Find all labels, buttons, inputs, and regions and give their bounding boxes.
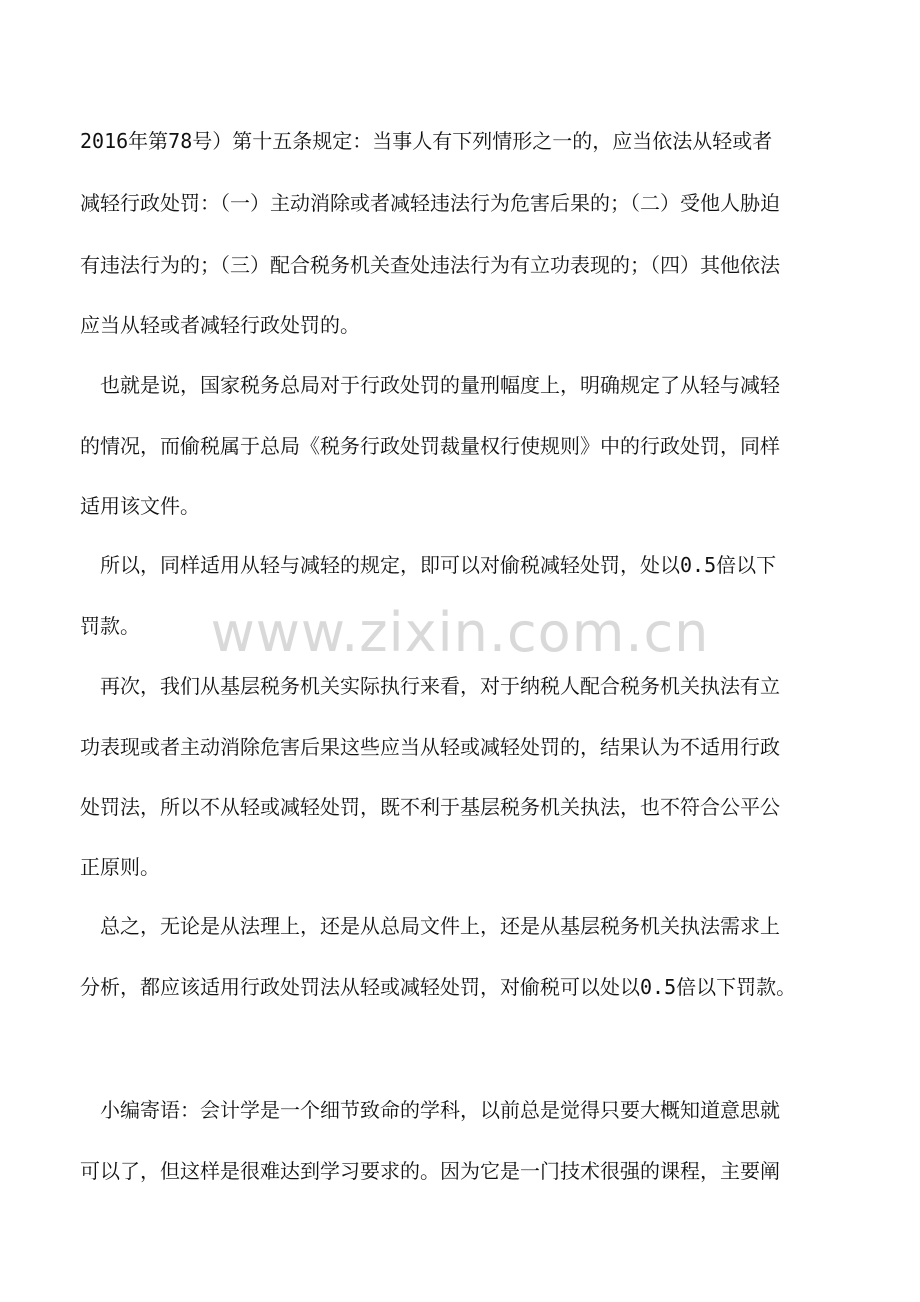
text-line: 适用该文件。 xyxy=(80,494,200,518)
text-line: 减轻行政处罚：（一）主动消除或者减轻违法行为危害后果的；（二）受他人胁迫 xyxy=(80,191,780,215)
text-line: 也就是说，国家税务总局对于行政处罚的量刑幅度上，明确规定了从轻与减轻 xyxy=(80,373,780,397)
text-line: 小编寄语：会计学是一个细节致命的学科，以前总是觉得只要大概知道意思就 xyxy=(80,1098,780,1122)
text-line: 有违法行为的；（三）配合税务机关查处违法行为有立功表现的；（四）其他依法 xyxy=(80,253,780,277)
text-line: 正原则。 xyxy=(80,855,160,879)
text-line: 应当从轻或者减轻行政处罚的。 xyxy=(80,313,360,337)
text-line: 所以，同样适用从轻与减轻的规定，即可以对偷税减轻处罚，处以0.5倍以下 xyxy=(80,553,777,577)
text-line: 可以了，但这样是很难达到学习要求的。因为它是一门技术很强的课程，主要阐 xyxy=(80,1159,780,1183)
text-line: 2016年第78号）第十五条规定：当事人有下列情形之一的，应当依法从轻或者 xyxy=(80,129,773,153)
text-line: 分析，都应该适用行政处罚法从轻或减轻处罚，对偷税可以处以0.5倍以下罚款。 xyxy=(80,975,797,999)
text-line: 再次，我们从基层税务机关实际执行来看，对于纳税人配合税务机关执法有立 xyxy=(80,674,780,698)
text-line: 总之，无论是从法理上，还是从总局文件上，还是从基层税务机关执法需求上 xyxy=(80,914,780,938)
watermark-text: www.zixin.com.cn xyxy=(210,601,710,664)
text-line: 处罚法，所以不从轻或减轻处罚，既不利于基层税务机关执法，也不符合公平公 xyxy=(80,795,780,819)
text-line: 罚款。 xyxy=(80,614,140,638)
text-line: 的情况，而偷税属于总局《税务行政处罚裁量权行使规则》中的行政处罚，同样 xyxy=(80,434,780,458)
text-line: 功表现或者主动消除危害后果这些应当从轻或减轻处罚的，结果认为不适用行政 xyxy=(80,735,780,759)
